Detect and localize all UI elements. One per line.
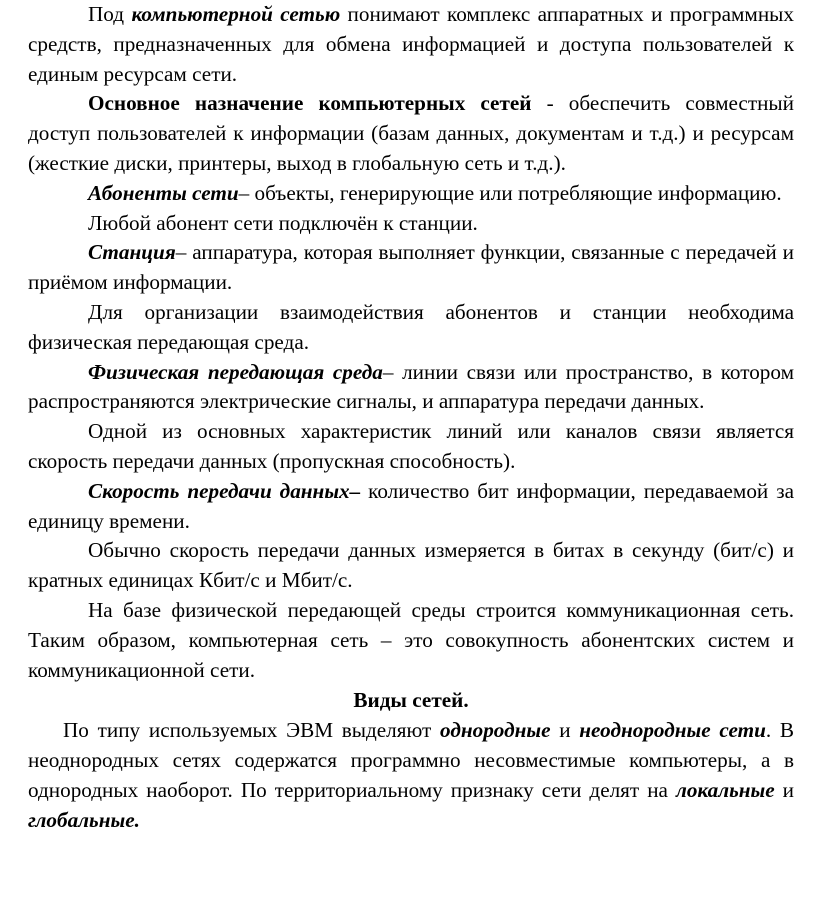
term-global: глобальные.	[28, 807, 140, 832]
term-physical-medium: Физическая передающая среда	[88, 359, 383, 384]
paragraph-interaction-medium: Для организации взаимодействия абонентов и станции необходима физическая передающая среда.	[28, 299, 794, 354]
paragraph-computer-network-definition	[28, 0, 794, 89]
paragraph-channel-characteristics: Одной из основных характеристик линий или каналов связи является скорость передачи данных (пропускная способность).	[28, 419, 794, 473]
paragraph-network-subscribers	[28, 179, 794, 209]
text: – объекты, генерирующие или потребляющие информацию.	[238, 180, 782, 205]
term-homogeneous: однородные	[440, 718, 551, 743]
paragraph-transfer-rate-units: Обычно скорость передачи данных измеряется в битах в секунду (бит/с) и кратных единицах Кбит/с и Мбит/с.	[28, 538, 794, 593]
paragraph-communication-network: На базе физической передающей среды строится коммуникационная сеть. Таким образом, компьютерная сеть – это совокупность абонентских систем и коммуникационной сети.	[28, 597, 794, 682]
term-transfer-rate: Скорость передачи данных–	[88, 478, 361, 503]
text: количество бит информации, передаваемой за единицу времени.	[28, 478, 794, 533]
text: Под	[88, 2, 132, 26]
text: По типу используемых ЭВМ выделяют	[63, 718, 441, 743]
term-station: Станция	[88, 240, 176, 265]
text: и	[550, 718, 580, 743]
text: – аппаратура, которая выполняет функции, связанные с передачей и приёмом информации.	[28, 240, 794, 295]
paragraph-network-types	[28, 716, 794, 835]
term-computer-network: компьютерной сетью	[131, 2, 341, 26]
text: - обеспечить совместный доступ пользователей к информации (базам данных, документам и т.д.) и ресурсам (жесткие диски, принтеры, выход в глобальную сеть и т.д.).	[28, 91, 794, 175]
term-network-purpose: Основное назначение компьютерных сетей	[88, 91, 532, 116]
paragraph-network-purpose	[28, 89, 794, 178]
term-local: локальные	[675, 777, 775, 802]
text: и	[774, 777, 795, 802]
paragraph-station-definition	[28, 238, 794, 298]
paragraph-physical-medium	[28, 358, 794, 418]
text: понимают комплекс аппаратных и программных средств, предназначенных для обмена информацией и доступа пользователей к единым ресурсам сети.	[28, 2, 794, 86]
term-heterogeneous-networks: неоднородные сети	[579, 718, 766, 743]
paragraph-transfer-rate-definition	[28, 477, 794, 537]
text: – линии связи или пространство, в котором распространяются электрические сигналы, и аппаратура передачи данных.	[28, 359, 794, 414]
section-heading-network-types: Виды сетей.	[353, 688, 469, 713]
paragraph-subscriber-station: Любой абонент сети подключён к станции.	[88, 210, 478, 235]
term-subscribers: Абоненты сети	[88, 180, 239, 205]
document-page	[28, 0, 794, 835]
text: . В неоднородных сетях содержатся программно несовместимые компьютеры, а в однородных наоборот. По территориальному признаку сети делят на	[28, 718, 795, 802]
